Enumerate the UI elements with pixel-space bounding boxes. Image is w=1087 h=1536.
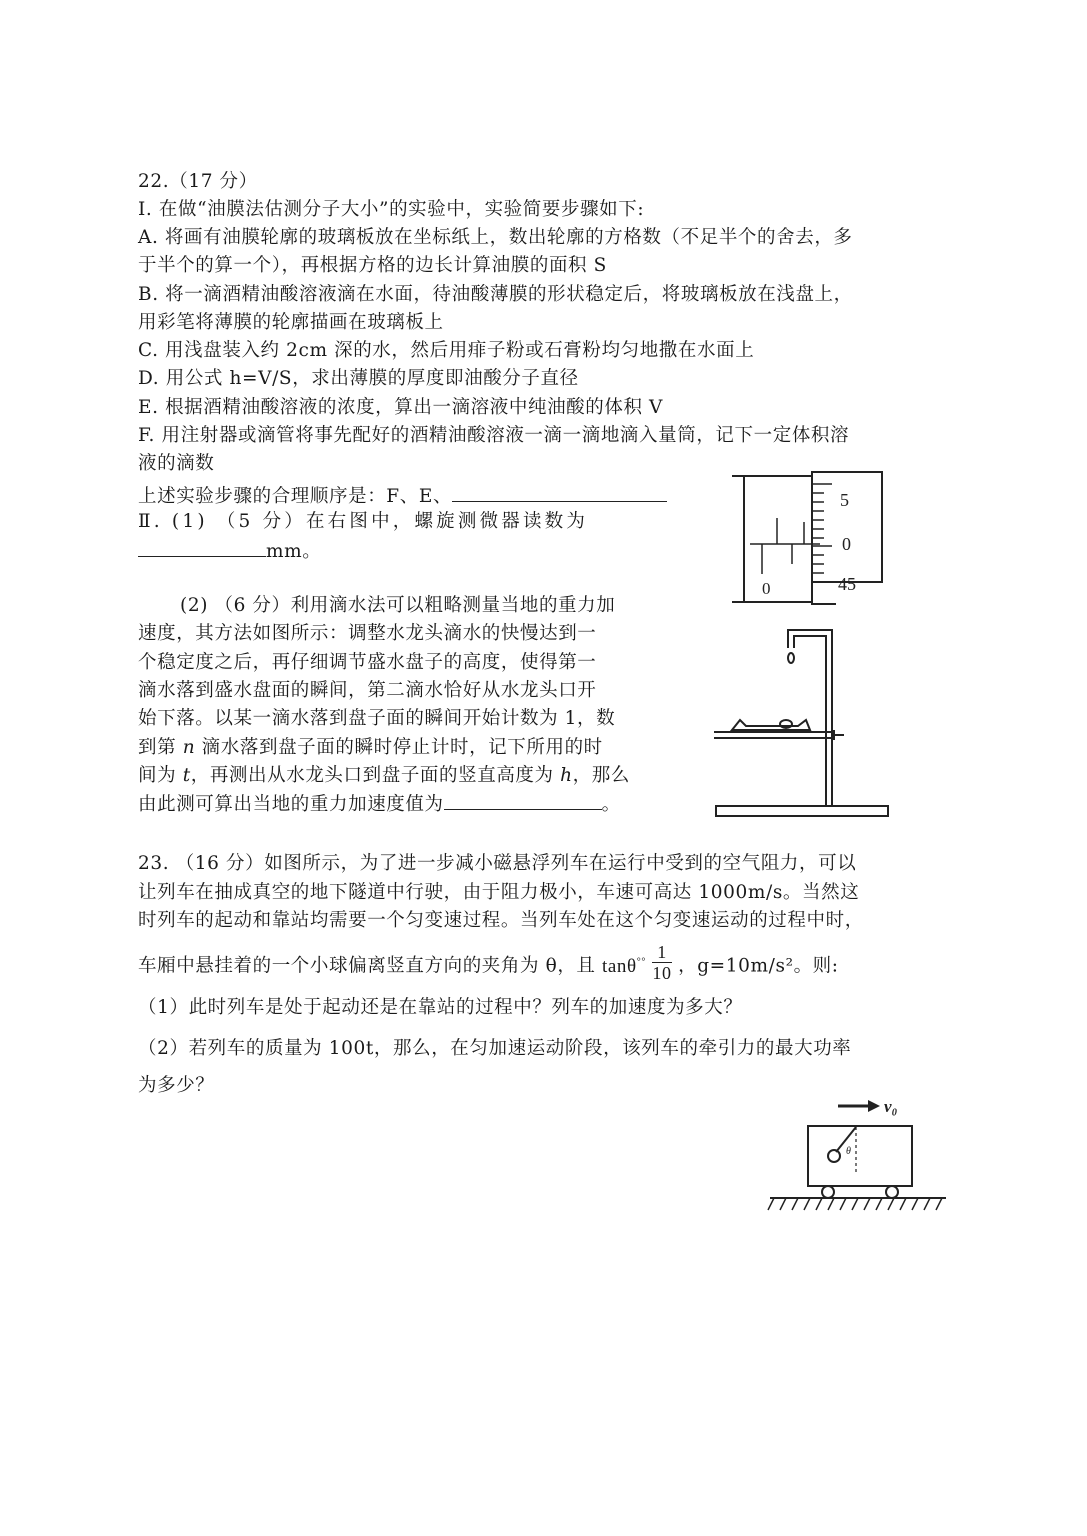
micrometer-figure — [728, 468, 888, 608]
part2-1-answer-line — [138, 540, 321, 564]
line7-text-c: ，那么 — [572, 765, 630, 786]
step-a-line2: 于半个的算一个），再根据方格的边长计算油膜的面积 S — [138, 255, 607, 276]
micrometer-main-zero: 0 — [762, 579, 771, 598]
order-answer-blank[interactable] — [452, 483, 667, 502]
line4-text-b: ，g=10m/s²。则: — [678, 955, 839, 977]
fraction — [652, 942, 671, 983]
part2-2-line3: 个稳定度之后，再仔细调节盛水盘子的高度，使得第一 — [138, 652, 597, 673]
line7-text-b: ，再测出从水龙头口到盘子面的竖直高度为 — [190, 765, 561, 786]
q22-part1-intro: Ⅰ. 在做“油膜法估测分子大小”的实验中，实验简要步骤如下: — [138, 199, 645, 220]
frac-numerator: 1 — [652, 942, 671, 963]
part2-2-line2: 速度，其方法如图所示：调整水龙头滴水的快慢达到一 — [138, 623, 597, 644]
order-prompt — [138, 483, 667, 509]
q23-sub2b: 为多少？ — [138, 1075, 215, 1096]
q23-line3: 时列车的起动和靠站均需要一个匀变速过程。当列车处在这个匀变速运动的过程中时， — [138, 910, 864, 931]
micrometer-label-5: 5 — [840, 490, 849, 510]
q23-line1: 23. （16 分）如图所示，为了进一步减小磁悬浮列车在运行中受到的空气阻力，可以 — [138, 853, 857, 874]
part2-2-line7 — [138, 764, 630, 788]
step-c: C. 用浅盘装入约 2cm 深的水，然后用痱子粉或石膏粉均匀地撒在水面上 — [138, 340, 755, 361]
order-prompt-text: 上述实验步骤的合理顺序是：F、E、 — [138, 486, 453, 507]
var-n: n — [182, 737, 196, 758]
train-figure — [764, 1094, 954, 1216]
faucet-figure — [710, 622, 894, 818]
part2-2-line8 — [138, 793, 621, 817]
step-b-line1: B. 将一滴酒精油酸溶液滴在水面，待油酸薄膜的形状稳定后，将玻璃板放在浅盘上， — [138, 284, 853, 305]
step-d: D. 用公式 h=V/S，求出薄膜的厚度即油酸分子直径 — [138, 368, 579, 389]
velocity-label: v₀ — [884, 1097, 898, 1116]
arrow-head — [868, 1100, 880, 1112]
micrometer-answer-blank[interactable] — [138, 542, 266, 557]
part2-2-line6 — [138, 736, 603, 760]
tan-theta — [602, 956, 646, 977]
step-f-line2: 液的滴数 — [138, 453, 215, 474]
line4-text-a: 车厢中悬挂着的一个小球偏离竖直方向的夹角为 θ，且 — [138, 955, 596, 977]
var-h: h — [560, 765, 573, 786]
line8-text: 由此测可算出当地的重力加速度值为 — [138, 794, 444, 815]
part2-2-line5: 始下落。以某一滴水落到盘子面的瞬间开始计数为 1，数 — [138, 708, 616, 729]
mm-unit: mm。 — [266, 541, 322, 562]
var-t: t — [182, 765, 191, 786]
ground-hatching — [768, 1198, 942, 1210]
part2-2-line4: 滴水落到盛水盘面的瞬间，第二滴水恰好从水龙头口开 — [138, 680, 597, 701]
step-a-line1: A. 将画有油膜轮廓的玻璃板放在坐标纸上，数出轮廓的方格数（不足半个的舍去，多 — [138, 227, 853, 248]
line6-text-a: 到第 — [138, 737, 183, 758]
tan-label: tanθ — [602, 955, 637, 977]
angle-label: θ — [846, 1146, 851, 1157]
frac-denominator: 10 — [652, 963, 672, 983]
line6-text-b: 滴水落到盘子面的瞬时停止计时，记下所用的时 — [195, 737, 603, 758]
q22-header: 22.（17 分） — [138, 171, 258, 192]
q23-line4 — [138, 942, 839, 987]
line7-text-a: 间为 — [138, 765, 183, 786]
micrometer-label-45: 45 — [838, 574, 856, 594]
step-e: E. 根据酒精油酸溶液的浓度，算出一滴溶液中纯油酸的体积 V — [138, 397, 664, 418]
gravity-answer-blank[interactable] — [444, 793, 602, 810]
micrometer-label-0: 0 — [842, 534, 851, 554]
q23-sub1: （1）此时列车是处于起动还是在靠站的过程中？列车的加速度为多大？ — [138, 997, 743, 1018]
step-b-line2: 用彩笔将薄膜的轮廓描画在玻璃板上 — [138, 312, 444, 333]
line8-end: 。 — [601, 794, 621, 815]
step-f-line1: F. 用注射器或滴管将事先配好的酒精油酸溶液一滴一滴地滴入量筒，记下一定体积溶 — [138, 425, 850, 446]
part2-1-question: Ⅱ. (1) （5 分）在右图中，螺旋测微器读数为 — [138, 511, 589, 532]
q23-line2: 让列车在抽成真空的地下隧道中行驶，由于阻力极小，车速可高达 1000m/s。当然这 — [138, 882, 860, 903]
eq-glyph: °° — [636, 956, 646, 968]
part2-2-line1: (2) （6 分）利用滴水法可以粗略测量当地的重力加 — [180, 595, 616, 616]
q23-sub2: （2）若列车的质量为 100t，那么，在匀加速运动阶段，该列车的牵引力的最大功率 — [138, 1038, 852, 1059]
